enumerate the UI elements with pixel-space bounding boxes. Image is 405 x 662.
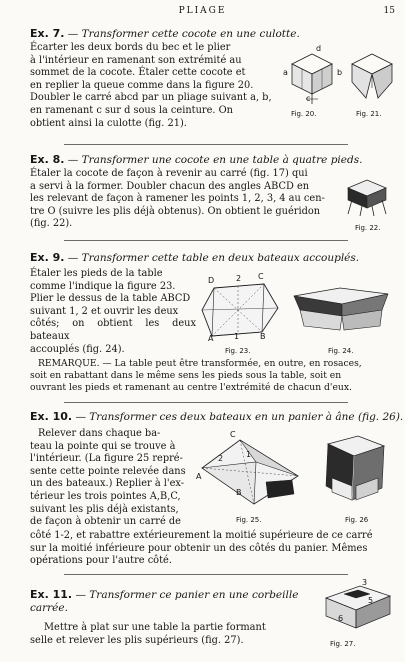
ex11-heading-cont <box>30 602 68 614</box>
fig25-drawing <box>196 432 302 512</box>
label-2: 2 <box>236 274 242 283</box>
text-line: un des bateaux.) Replier à l'ex- <box>30 478 185 490</box>
ex7-title: Transformer cette cocote en une culotte. <box>81 28 300 40</box>
text-line: tre O (suivre les plis déjà obtenus). On obtient le guéridon <box>30 205 321 217</box>
text-line: Plier le dessus de la table ABCD <box>30 293 191 305</box>
fig22-drawing <box>342 178 392 218</box>
label-C: C <box>230 430 236 439</box>
text-line: teau la pointe qui se trouve à <box>30 440 176 452</box>
ex10-heading: Ex. 10. — Transformer ces deux bateaux en un panier à âne (fig. 26). <box>30 410 404 423</box>
fig22-caption: Fig. 22. <box>355 224 381 232</box>
label-A: A <box>208 334 214 343</box>
text-line: les relevant de façon à ramener les points 1, 2, 3, 4 au cen- <box>30 193 325 205</box>
fig26-drawing <box>318 434 394 514</box>
text-line: Étaler les pieds de la table <box>30 268 163 279</box>
text-line: Écarter les deux bords du bec et le plier <box>30 42 231 53</box>
fig23-caption: Fig. 23. <box>225 347 251 355</box>
figure-27 <box>318 580 394 636</box>
ex9-remark <box>30 358 390 394</box>
label-6: 6 <box>338 614 344 623</box>
ex11-title-line2: carrée. <box>30 602 68 614</box>
label-a: a <box>283 68 288 77</box>
text-line: en replier la queue comme dans la figure 20. <box>30 79 254 91</box>
label-1: 1 <box>246 450 252 459</box>
ex10-body-full <box>30 530 392 568</box>
ex7-heading: Ex. 7. — Transformer cette cocote en une culotte. <box>30 27 300 40</box>
figure-23 <box>200 272 284 343</box>
figure-20 <box>282 44 344 108</box>
ex11-heading: Ex. 11. — Transformer ce panier en une corbeille <box>30 588 299 601</box>
figure-25 <box>196 432 302 512</box>
ex11-title-line1: Transformer ce panier en une corbeille <box>89 589 299 601</box>
text-line: côté 1-2, et rabattre extérieurement la moitié supérieure de ce carré <box>30 530 373 541</box>
fig24-caption: Fig. 24. <box>328 347 354 355</box>
fig26-caption: Fig. 26 <box>345 516 369 524</box>
text-line: suivant 1, 2 et ouvrir les deux <box>30 305 179 317</box>
text-line: selle et relever les plis supérieurs (fig. 27). <box>30 634 244 646</box>
text-line: suivant les plis déjà existants, <box>30 503 179 515</box>
text-line: comme l'indique la figure 23. <box>30 280 176 292</box>
text-line: térieur les trois pointes A,B,C, <box>30 490 181 502</box>
ex10-number: Ex. 10. <box>30 410 73 423</box>
text-line: a servi à la former. Doubler chacun des angles ABCD en <box>30 180 310 192</box>
text-line: REMARQUE. — La table peut être transformée, en outre, en rosaces, <box>38 358 362 369</box>
section-divider <box>64 574 348 575</box>
fig27-caption: Fig. 27. <box>330 640 356 648</box>
text-line: soit en rabattant dans le même sens les pieds sous la table, soit en <box>30 370 342 381</box>
ex7-number: Ex. 7. <box>30 27 65 40</box>
label-B: B <box>236 488 242 497</box>
ex9-heading: Ex. 9. — Transformer cette table en deux bateaux accouplés. <box>30 251 360 264</box>
text-line: opérations pour l'autre côté. <box>30 555 172 567</box>
section-divider <box>64 240 348 241</box>
label-d: d <box>316 44 322 53</box>
text-line: Relever dans chaque ba- <box>38 428 161 439</box>
label-2: 2 <box>218 454 224 463</box>
ex9-body <box>30 268 196 356</box>
fig21-drawing <box>348 52 396 102</box>
ex11-body <box>30 622 320 647</box>
fig27-drawing <box>318 580 394 636</box>
text-line: côtés; on obtient les deux bateaux <box>30 318 196 342</box>
label-3: 3 <box>362 578 368 587</box>
fig23-drawing <box>200 278 284 342</box>
label-c: c <box>306 94 311 103</box>
ex8-heading: Ex. 8. — Transformer une cocote en une table à quatre pieds. <box>30 153 363 166</box>
running-title: PLIAGE <box>178 6 227 16</box>
ex8-number: Ex. 8. <box>30 153 65 166</box>
text-line: sur la moitié inférieure pour obtenir un des côtés du panier. Mêmes <box>30 542 368 554</box>
ex11-number: Ex. 11. <box>30 588 73 601</box>
text-line: sente cette pointe relevée dans <box>30 465 186 477</box>
text-line: accouplés (fig. 24). <box>30 343 125 355</box>
label-A: A <box>196 472 202 481</box>
text-line: l'intérieur. (La figure 25 repré- <box>30 453 183 465</box>
text-line: (fig. 22). <box>30 218 73 230</box>
label-C: C <box>258 272 264 281</box>
section-divider <box>64 402 348 403</box>
text-line: Étaler la cocote de façon à revenir au carré (fig. 17) qui <box>30 168 308 179</box>
label-1: 1 <box>234 332 240 341</box>
section-divider <box>64 144 348 145</box>
ex8-title: Transformer une cocote en une table à quatre pieds. <box>81 154 363 166</box>
text-line: de façon à obtenir un carré de <box>30 516 181 528</box>
ex10-title: Transformer ces deux bateaux en un panier à âne (fig. 26). <box>89 411 404 423</box>
fig20-caption: Fig. 20. <box>291 110 317 118</box>
figure-26 <box>318 434 394 514</box>
ex8-body <box>30 168 340 231</box>
fig20-drawing <box>282 50 344 108</box>
ex7-body <box>30 42 278 130</box>
label-5: 5 <box>368 596 374 605</box>
label-b: b <box>337 68 343 77</box>
ex10-body-left <box>30 428 196 529</box>
text-line: Doubler le carré abcd par un pliage suivant a, b, <box>30 92 272 104</box>
page-header <box>0 6 405 20</box>
figure-22 <box>342 178 392 218</box>
text-line: sommet de la cocote. Étaler cette cocote et <box>30 67 246 79</box>
text-line: à l'intérieur en ramenant son extrémité au <box>30 54 242 66</box>
text-line: obtient ainsi la culotte (fig. 21). <box>30 117 187 129</box>
text-line: Mettre à plat sur une table la partie formant <box>44 622 266 633</box>
text-line: ouvrant les pieds et ramenant au centre l'extrémité de chacun d'eux. <box>30 382 352 393</box>
label-D: D <box>208 276 215 285</box>
figure-21 <box>348 52 396 102</box>
ex9-number: Ex. 9. <box>30 251 65 264</box>
fig25-caption: Fig. 25. <box>236 516 262 524</box>
fig21-caption: Fig. 21. <box>356 110 382 118</box>
figure-24 <box>290 282 394 338</box>
label-B: B <box>260 332 266 341</box>
page-number: 15 <box>383 6 395 16</box>
fig24-drawing <box>290 282 394 338</box>
ex9-title: Transformer cette table en deux bateaux accouplés. <box>81 252 360 264</box>
text-line: en ramenant c sur d sous la ceinture. On <box>30 104 233 116</box>
